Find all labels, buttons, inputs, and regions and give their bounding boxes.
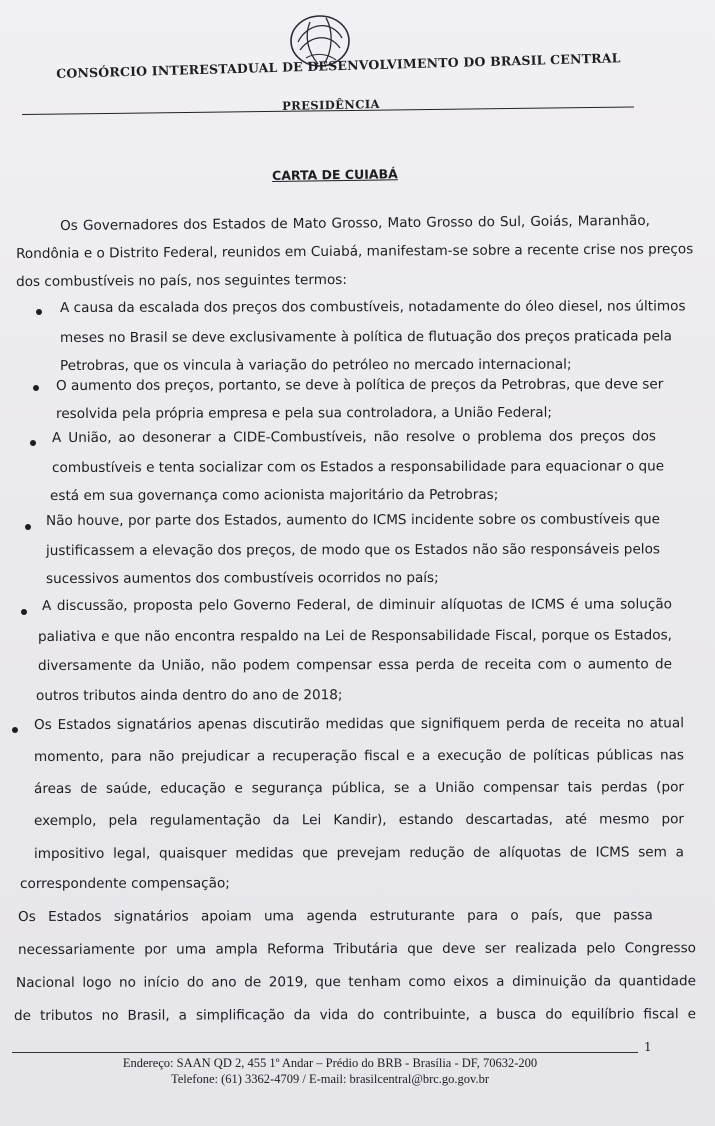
bullet-line: sucessivos aumentos dos combustíveis ocorridos no país; [46, 569, 439, 587]
bullet-line: outros tributos ainda dentro do ano de 2018; [36, 687, 343, 704]
bullet-dot [36, 309, 42, 315]
bullet-line: Os Estados signatários apoiam uma agenda estruturante para o país, que passa [18, 907, 653, 925]
bullet-line: momento, para não prejudicar a recuperação fiscal e a execução de políticas públicas nas [34, 747, 684, 765]
bullet-line: Nacional logo no início do ano de 2019, que tenham como eixos a diminuição da quantidade [16, 973, 697, 991]
office-name: PRESIDÊNCIA [282, 96, 381, 113]
bullet-line: correspondente compensação; [20, 875, 230, 892]
bullet-line: exemplo, pela regulamentação da Lei Kandir), estando descartadas, até mesmo por [34, 811, 684, 829]
bullet-line: Os Estados signatários apenas discutirão medidas que signifiquem perda de receita no atual [34, 715, 684, 733]
bullet-line: A discussão, proposta pelo Governo Federal, de diminuir alíquotas de ICMS é uma solução [42, 596, 672, 614]
bullet-dot [25, 524, 31, 530]
bullet-line: A causa da escalada dos preços dos combustíveis, notadamente do óleo diesel, nos últimos [60, 298, 686, 316]
bullet-line: paliativa e que não encontra respaldo na Lei de Responsabilidade Fiscal, porque os Estados, [38, 627, 673, 645]
intro-line: dos combustíveis no país, nos seguintes termos: [16, 271, 347, 290]
footer-contact: Telefone: (61) 3362-4709 / E-mail: brasilcentral@brc.go.gov.br [170, 1072, 490, 1086]
bullet-dot [33, 385, 39, 391]
bullet-line: de tributos no Brasil, a simplificação da vida do contribuinte, a busca do equilíbrio fiscal e [14, 1006, 696, 1024]
letter-title: CARTA DE CUIABÁ [272, 166, 398, 183]
organization-name: CONSÓRCIO INTERESTADUAL DE DESENVOLVIMENTO DO BRASIL CENTRAL [56, 50, 621, 81]
bullet-line: impositivo legal, quaisquer medidas que prevejam redução de alíquotas de ICMS sem a [34, 844, 684, 862]
bullet-line: O aumento dos preços, portanto, se deve à política de preços da Petrobras, que deve ser [56, 376, 664, 394]
bullet-dot [12, 727, 18, 733]
bullet-line: meses no Brasil se deve exclusivamente à política de flutuação dos preços praticada pela [60, 328, 672, 346]
bullet-line: resolvida pela própria empresa e pela sua controladora, a União Federal; [56, 404, 552, 422]
bullet-line: Não houve, por parte dos Estados, aumento do ICMS incidente sobre os combustíveis que [46, 511, 661, 529]
footer-address: Endereço: SAAN QD 2, 455 1º Andar – Prédio do BRB - Brasília - DF, 70632-200 [122, 1056, 538, 1070]
bullet-line: necessariamente por uma ampla Reforma Tributária que deve ser realizada pelo Congresso [18, 940, 696, 958]
footer [60, 1055, 600, 1087]
page-number: 1 [644, 1040, 652, 1054]
bullet-dot [30, 440, 36, 446]
bullet-dot [21, 609, 27, 615]
footer-rule [12, 1052, 638, 1053]
bullet-line: Petrobras, que os vincula à variação do petróleo no mercado internacional; [60, 356, 572, 374]
bullet-line: A União, ao desonerar a CIDE-Combustíveis, não resolve o problema dos preços dos [52, 428, 656, 446]
bullet-line: diversamente da União, não podem compensar essa perda de receita com o aumento de [38, 656, 672, 674]
intro-line: Rondônia e o Distrito Federal, reunidos em Cuiabá, manifestam-se sobre a recente crise nos preços [16, 241, 694, 262]
bullet-line: justificassem a elevação dos preços, de modo que os Estados não são responsáveis pelos [46, 541, 660, 559]
bullet-line: combustíveis e tenta socializar com os Estados a responsabilidade para equacionar o que [52, 458, 665, 476]
intro-line: Os Governadores dos Estados de Mato Grosso, Mato Grosso do Sul, Goiás, Maranhão, [60, 212, 650, 234]
bullet-line: áreas de saúde, educação e segurança pública, se a União compensar tais perdas (por [34, 779, 685, 797]
bullet-line: está em sua governança como acionista majoritário da Petrobras; [50, 486, 499, 504]
